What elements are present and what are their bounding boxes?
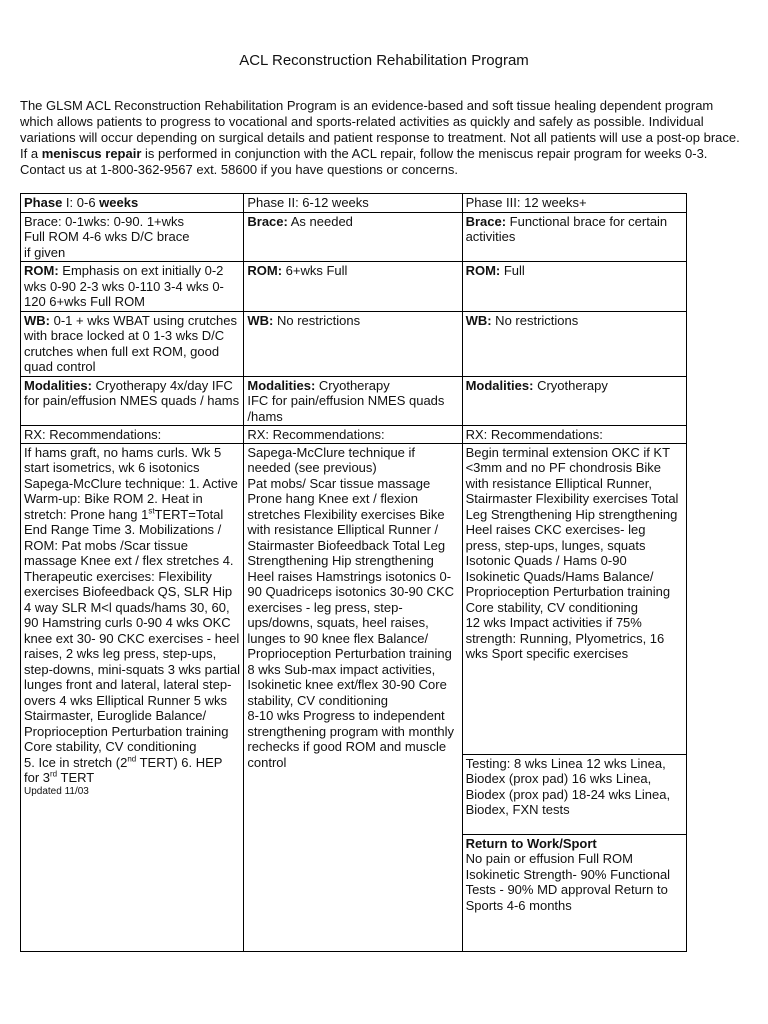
rom-row bbox=[21, 262, 687, 312]
rx-phase-3-main bbox=[466, 445, 683, 754]
rx-phase-1 bbox=[21, 426, 244, 952]
testing-section: Testing: 8 wks Linea 12 wks Linea, Biodex (prox pad) 16 wks Linea, Biodex (prox pad) 18-24 wks Linea, Biodex, FXN tests bbox=[463, 754, 686, 835]
rom-phase-1: ROM: Emphasis on ext initially 0-2 wks 0-90 2-3 wks 0-110 3-4 wks 0-120 6+wks Full ROM bbox=[21, 262, 244, 312]
rehab-program-table bbox=[20, 193, 687, 952]
phase-3-header: Phase III: 12 weeks+ bbox=[462, 194, 686, 213]
wb-phase-2: WB: No restrictions bbox=[244, 311, 462, 376]
rx-label-phase-2: RX: Recommendations: bbox=[244, 427, 461, 444]
rom-phase-3: ROM: Full bbox=[462, 262, 686, 312]
phase-1-header: Phase I: 0-6 weeks bbox=[21, 194, 244, 213]
intro-bold: meniscus repair bbox=[41, 146, 142, 161]
return-to-work-text: No pain or effusion Full ROM Isokinetic Strength- 90% Functional Tests - 90% MD approval Return to Sports 4-6 months bbox=[465, 851, 671, 913]
return-to-work-section bbox=[466, 835, 683, 914]
modalities-phase-2: Modalities: Cryotherapy IFC for pain/effusion NMES quads /hams bbox=[244, 376, 462, 426]
rx-phase-3 bbox=[462, 426, 686, 952]
rx-phase-2-c: 8 wks Sub-max impact activities, Isokinetic knee ext/flex 30-90 Core stability, CV conditioning bbox=[247, 661, 447, 708]
page-title: ACL Reconstruction Rehabilitation Program bbox=[239, 52, 529, 69]
wb-row bbox=[21, 311, 687, 376]
rx-row bbox=[21, 426, 687, 952]
intro-text-1: The GLSM ACL Reconstruction Rehabilitation Program is an evidence-based and soft tissue healing dependent program which allows patients to progress to vocational and sports-related activities as quickly and safely as possible. Individual variations will occur depending on surgical details and patient response to treatment. Not all patients will use a post-op brace. If a bbox=[20, 98, 740, 161]
rx-phase-2 bbox=[244, 426, 462, 952]
brace-phase-3: Brace: Functional brace for certain activities bbox=[462, 212, 686, 262]
wb-phase-1: WB: 0-1 + wks WBAT using crutches with brace locked at 0 1-3 wks D/C crutches when full ext ROM, good quad control bbox=[21, 311, 244, 376]
return-to-work-label: Return to Work/Sport bbox=[465, 835, 597, 851]
modalities-phase-3: Modalities: Cryotherapy bbox=[462, 376, 686, 426]
intro-text-2: is performed in conjunction with the ACL repair, follow the meniscus repair program for weeks 0-3. Contact us at 1-800-362-9567 ext. 58600 if you have questions or concerns. bbox=[20, 146, 708, 177]
rom-phase-2: ROM: 6+wks Full bbox=[244, 262, 462, 312]
brace-phase-1: Brace: 0-1wks: 0-90. 1+wks Full ROM 4-6 wks D/C brace if given bbox=[21, 212, 244, 262]
rx-label-phase-1: RX: Recommendations: bbox=[21, 427, 243, 444]
wb-phase-3: WB: No restrictions bbox=[462, 311, 686, 376]
modalities-row bbox=[21, 376, 687, 426]
intro-paragraph bbox=[20, 98, 750, 178]
phase-header-row bbox=[21, 194, 687, 213]
rx-phase-1-text: If hams graft, no hams curls. Wk 5 start isometrics, wk 6 isotonics Sapega-McClure technique: 1. Active Warm-up: Bike ROM 2. Heat in stretch: Prone hang 1stTERT=Total End Range Time 3. Mobilizations / ROM: Pat mobs /Scar tissue massage Knee ext / flex stretches 4. Therapeutic exercises: Flexibility exercises Biofeedback QS, SLR Hip 4 way SLR M<l quads/hams 30, 60, 90 Hamstring curls 0-90 4 wks OKC knee ext 30- 90 CKC exercises - heel raises, 2 wks leg press, step-ups, step-downs, mini-squats 3 wks partial lunges front and lateral, lateral step-overs 4 wks Elliptical Runner 5 wks Stairmaster, Euroglide Balance/ Proprioception Perturbation training Core stability, CV conditioning 5. Ice in stretch (2nd TERT) 6. HEP for 3rd TERT bbox=[24, 444, 241, 785]
rx-phase-2-a: Sapega-McClure technique if needed (see previous) bbox=[247, 444, 416, 475]
brace-row bbox=[21, 212, 687, 262]
phase-2-header: Phase II: 6-12 weeks bbox=[244, 194, 462, 213]
rx-phase-2-d: 8-10 wks Progress to independent strengthening program with monthly rechecks if good ROM and muscle control bbox=[247, 708, 455, 770]
rx-phase-2-b: Pat mobs/ Scar tissue massage Prone hang Knee ext / flexion stretches Flexibility exercises Bike with resistance Elliptical Runner / Stairmaster Biofeedback Total Leg Strengthening Hip strengthening Heel raises Hamstrings isotonics 0-90 Quadriceps isotonics 30-90 CKC exercises - leg press, step-ups/downs, squats, heel raises, lunges to 90 knee flex Balance/ Proprioception Perturbation training bbox=[247, 475, 455, 661]
rx-phase-3-a: Begin terminal extension OKC if KT <3mm and no PF chondrosis Bike with resistance Elliptical Runner, Stairmaster Flexibility exercises Total Leg Strengthening Hip strengthening Heel raises CKC exercises- leg press, step-ups, lunges, squats Isotonic Quads / Hams 0-90 Isokinetic Quads/Hams Balance/ Proprioception Perturbation training Core stability, CV conditioning bbox=[465, 444, 679, 615]
rx-phase-3-b: 12 wks Impact activities if 75% strength: Running, Plyometrics, 16 wks Sport specific exercises bbox=[465, 615, 665, 661]
rx-label-phase-3: RX: Recommendations: bbox=[463, 427, 686, 444]
brace-phase-2: Brace: As needed bbox=[244, 212, 462, 262]
updated-note: Updated 11/03 bbox=[24, 785, 89, 797]
modalities-phase-1: Modalities: Cryotherapy 4x/day IFC for pain/effusion NMES quads / hams bbox=[21, 376, 244, 426]
